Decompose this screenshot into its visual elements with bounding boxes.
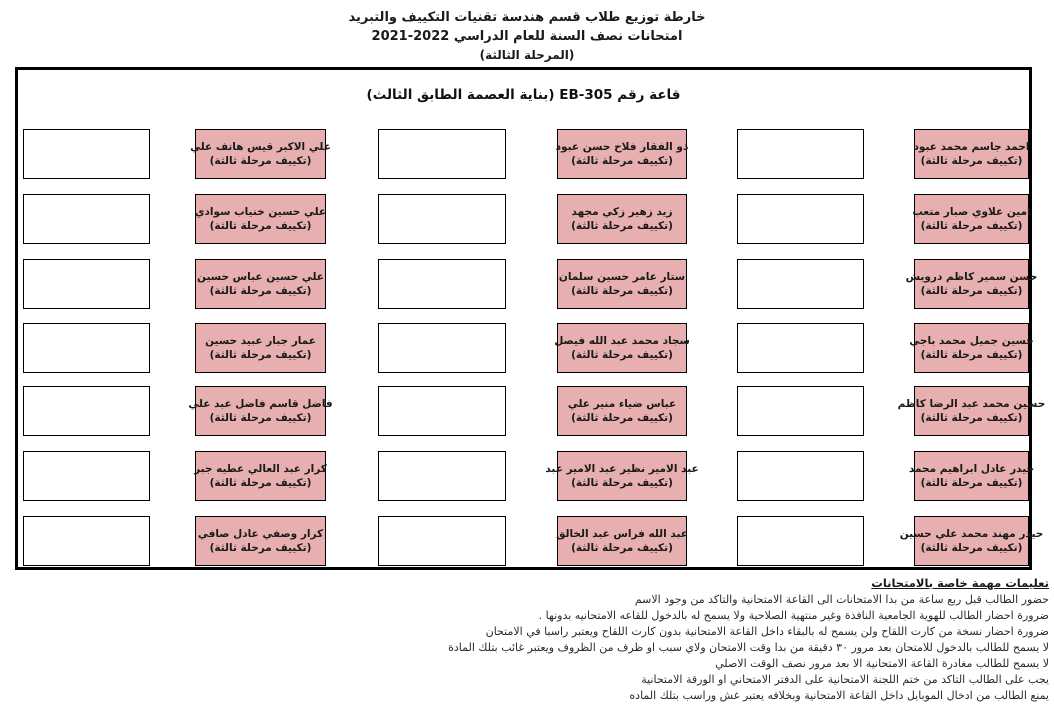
student-name: كرار وصفي عادل صافي <box>197 528 324 540</box>
student-note: (تكييف مرحلة ثالثة) <box>920 412 1023 424</box>
title-line-1: خارطة توزيع طلاب قسم هندسة تقنيات التكييف والتبريد <box>348 10 706 25</box>
student-seat <box>914 129 1029 179</box>
student-name: عبد الامير نظير عبد الامير عبد <box>545 463 699 475</box>
student-seat <box>557 386 687 436</box>
document-title <box>0 8 1054 65</box>
empty-seat <box>23 129 150 179</box>
student-note: (تكييف مرحلة ثالثة) <box>209 412 312 424</box>
empty-seat <box>23 451 150 501</box>
student-name: حسن سمير كاظم درويش <box>905 271 1038 283</box>
student-name: فاضل قاسم فاضل عبد علي <box>188 398 333 410</box>
empty-seat <box>378 259 506 309</box>
empty-seat <box>737 259 864 309</box>
student-name: حيدر مهند محمد علي حسين <box>899 528 1044 540</box>
student-seat <box>557 194 687 244</box>
empty-seat <box>737 451 864 501</box>
instruction-item-3: ضرورة احضار نسخة من كارت اللقاح ولن يسمح له بالبقاء داخل القاعة الامتحانية بدون كارت اللقاح ويعتبر راسبا في الامتحان <box>485 625 1049 638</box>
student-note: (تكييف مرحلة ثالثة) <box>920 220 1023 232</box>
student-name: علي حسين عباس حسين <box>197 271 324 283</box>
title-line-2: امتحانات نصف السنة للعام الدراسي 2022-2021 <box>371 29 683 44</box>
student-seat <box>195 451 326 501</box>
student-note: (تكييف مرحلة ثالثة) <box>920 285 1023 297</box>
student-note: (تكييف مرحلة ثالثة) <box>571 349 673 361</box>
student-seat <box>908 451 1035 501</box>
instruction-item-2: ضرورة احضار الطالب للهوية الجامعية النافذة وغير منتهية الصلاحية ولا يسمح له بالدخول للقاعه الامتحانيه بدونها . <box>538 609 1049 622</box>
seat-row-4 <box>18 323 1034 373</box>
student-seat <box>897 386 1046 436</box>
hall-box <box>15 67 1046 570</box>
student-note: (تكييف مرحلة ثالثة) <box>920 477 1023 489</box>
student-seat <box>557 259 687 309</box>
student-note: (تكييف مرحلة ثالثة) <box>209 220 312 232</box>
student-note: (تكييف مرحلة ثالثة) <box>209 477 312 489</box>
empty-seat <box>737 194 864 244</box>
hall-title: قاعة رقم EB-305 (بناية العصمة الطابق الثالث) <box>366 87 681 103</box>
student-name: امين علاوي صبار متعب <box>912 206 1031 218</box>
seat-row-7 <box>18 516 1044 566</box>
instruction-item-7: يمنع الطالب من ادخال الموبايل داخل القاعة الامتحانية وبخلافه يعتبر غش وراسب بتلك الماده <box>629 689 1049 702</box>
student-note: (تكييف مرحلة ثالثة) <box>920 542 1023 554</box>
instruction-item-1: حضور الطالب قبل ربع ساعة من بدا الامتحانات الى القاعة الامتحانية والتاكد من وجود الاسم <box>634 593 1049 606</box>
seat-row-1 <box>18 129 1029 179</box>
student-name: علي الاكبر قيس هاتف علي <box>190 141 331 153</box>
empty-seat <box>378 451 506 501</box>
student-name: عمار جبار عبيد حسين <box>205 335 316 347</box>
student-name: عباس ضياء منير علي <box>567 398 677 410</box>
student-name: ستار عامر حسين سلمان <box>558 271 686 283</box>
empty-seat <box>378 323 506 373</box>
student-name: حسين جميل محمد باجي <box>909 335 1034 347</box>
student-note: (تكييف مرحلة ثالثة) <box>920 155 1023 167</box>
empty-seat <box>378 516 506 566</box>
student-seat <box>914 194 1029 244</box>
student-note: (تكييف مرحلة ثالثة) <box>571 412 673 424</box>
empty-seat <box>23 386 150 436</box>
student-name: زيد زهير زكي مجهد <box>571 206 673 218</box>
student-seat <box>195 516 326 566</box>
empty-seat <box>737 516 864 566</box>
student-note: (تكييف مرحلة ثالثة) <box>571 477 673 489</box>
student-name: عبد الله فراس عبد الخالق <box>556 528 688 540</box>
student-seat <box>195 194 326 244</box>
student-name: سجاد محمد عبد الله فيصل <box>554 335 690 347</box>
student-name: احمد جاسم محمد عبود <box>913 141 1030 153</box>
student-note: (تكييف مرحلة ثالثة) <box>571 542 673 554</box>
student-note: (تكييف مرحلة ثالثة) <box>571 155 673 167</box>
student-seat <box>557 129 687 179</box>
student-name: حسين محمد عبد الرضا كاظم <box>897 398 1046 410</box>
student-seat <box>909 323 1034 373</box>
student-name: علي حسين خنياب سوادي <box>194 206 327 218</box>
student-name: كرار عبد العالي عطيه جبر <box>194 463 327 475</box>
empty-seat <box>737 323 864 373</box>
student-note: (تكييف مرحلة ثالثة) <box>209 285 312 297</box>
student-seat <box>899 516 1044 566</box>
empty-seat <box>378 386 506 436</box>
student-seat <box>554 323 690 373</box>
student-note: (تكييف مرحلة ثالثة) <box>571 285 673 297</box>
title-line-3: (المرحلة الثالثة) <box>479 48 575 62</box>
student-seat <box>545 451 699 501</box>
seat-row-6 <box>18 451 1035 501</box>
empty-seat <box>378 194 506 244</box>
empty-seat <box>737 129 864 179</box>
seat-row-2 <box>18 194 1029 244</box>
student-seat <box>195 259 326 309</box>
student-note: (تكييف مرحلة ثالثة) <box>571 220 673 232</box>
student-note: (تكييف مرحلة ثالثة) <box>209 542 312 554</box>
empty-seat <box>23 194 150 244</box>
student-name: حيدر عادل ابراهيم محمد <box>908 463 1035 475</box>
student-name: ذو الفقار فلاح حسن عبود <box>555 141 689 153</box>
seat-row-5 <box>18 386 1046 436</box>
student-note: (تكييف مرحلة ثالثة) <box>209 349 312 361</box>
student-seat <box>188 386 333 436</box>
instruction-item-6: يجب على الطالب التاكد من ختم اللجنة الامتحانية على الدفتر الامتحاني او الورقة الامتحانية <box>641 673 1049 686</box>
student-seat <box>195 323 326 373</box>
empty-seat <box>23 516 150 566</box>
exam-instructions <box>20 574 1049 704</box>
instructions-heading: تعليمات مهمة خاصة بالامتحانات <box>871 576 1049 590</box>
student-seat <box>557 516 687 566</box>
student-note: (تكييف مرحلة ثالثة) <box>920 349 1023 361</box>
instruction-item-4: لا يسمح للطالب بالدخول للامتحان بعد مرور ٣٠ دقيقة من بدا وقت الامتحان ولاي سبب او ظرف من الظروف ويعتبر غائب بتلك المادة <box>448 641 1049 654</box>
instruction-item-5: لا يسمح للطالب مغادرة القاعة الامتحانية الا بعد مرور نصف الوقت الاصلي <box>715 657 1049 670</box>
empty-seat <box>378 129 506 179</box>
seat-row-3 <box>18 259 1038 309</box>
empty-seat <box>737 386 864 436</box>
student-seat <box>905 259 1038 309</box>
student-seat <box>190 129 331 179</box>
empty-seat <box>23 259 150 309</box>
student-note: (تكييف مرحلة ثالثة) <box>209 155 312 167</box>
empty-seat <box>23 323 150 373</box>
